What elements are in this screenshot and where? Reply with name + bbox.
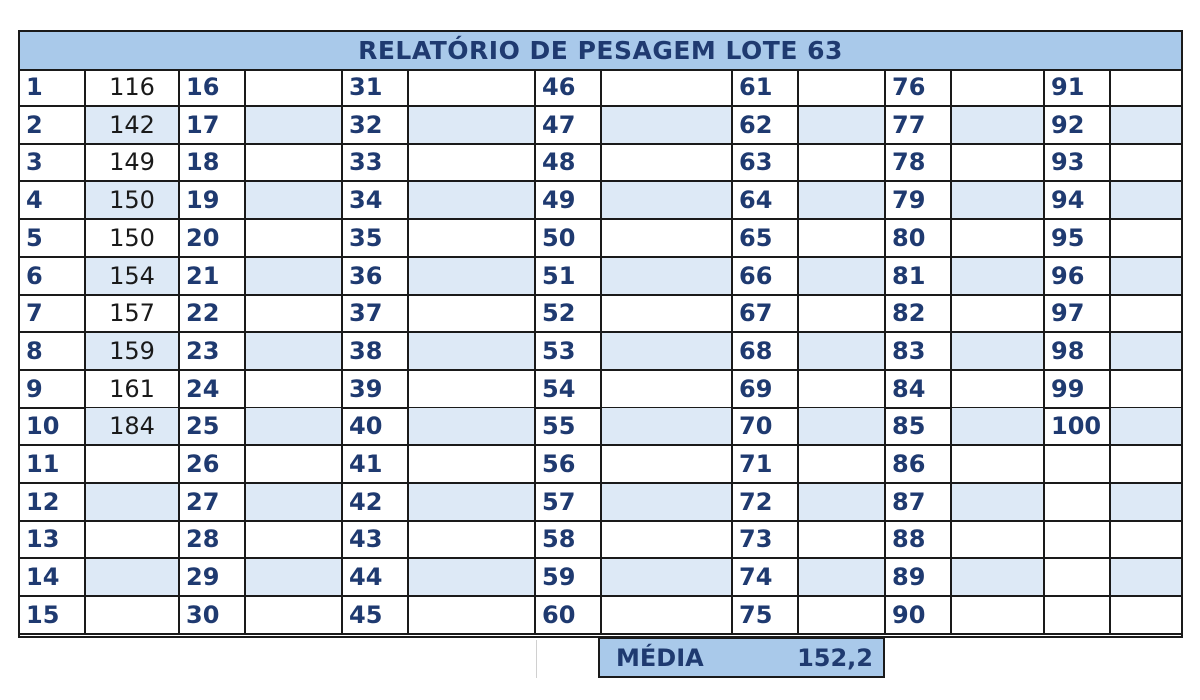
row-number-cell: 8: [20, 333, 86, 371]
row-number-cell: 15: [20, 597, 86, 635]
row-number-cell: 4: [20, 182, 86, 220]
weight-value-cell: [246, 559, 343, 597]
row-number-cell: 70: [733, 408, 799, 446]
row-number-cell: 88: [886, 521, 952, 559]
weight-value-cell: [952, 220, 1045, 258]
weight-value-cell: [602, 69, 733, 107]
weight-value-cell: 150: [86, 182, 180, 220]
weight-value-cell: [952, 258, 1045, 296]
row-number-cell: 49: [536, 182, 602, 220]
row-number-cell: 3: [20, 144, 86, 182]
row-number-cell: 58: [536, 521, 602, 559]
weight-value-cell: [246, 258, 343, 296]
weight-value-cell: [602, 258, 733, 296]
weight-value-cell: [952, 597, 1045, 635]
row-number-cell: 75: [733, 597, 799, 635]
weight-value-cell: 116: [86, 69, 180, 107]
row-number-cell: 64: [733, 182, 799, 220]
row-number-cell: 18: [180, 144, 246, 182]
weight-value-cell: 150: [86, 220, 180, 258]
weight-value-cell: [602, 107, 733, 145]
row-number-cell: 60: [536, 597, 602, 635]
row-number-cell: 12: [20, 484, 86, 522]
row-number-cell: 39: [343, 371, 409, 409]
weight-value-cell: [246, 295, 343, 333]
row-number-cell: 40: [343, 408, 409, 446]
row-number-cell: [1045, 484, 1111, 522]
row-number-cell: 90: [886, 597, 952, 635]
row-number-cell: 93: [1045, 144, 1111, 182]
row-number-cell: 16: [180, 69, 246, 107]
row-number-cell: 7: [20, 295, 86, 333]
row-number-cell: 81: [886, 258, 952, 296]
weight-value-cell: [246, 107, 343, 145]
weight-value-cell: 157: [86, 295, 180, 333]
weight-value-cell: [799, 258, 886, 296]
weight-value-cell: [952, 107, 1045, 145]
weight-value-cell: [799, 408, 886, 446]
weight-value-cell: [409, 295, 536, 333]
row-number-cell: 2: [20, 107, 86, 145]
weight-value-cell: [952, 484, 1045, 522]
weight-value-cell: [1111, 559, 1181, 597]
average-box: [598, 637, 885, 678]
row-number-cell: 6: [20, 258, 86, 296]
row-number-cell: 83: [886, 333, 952, 371]
report-title: RELATÓRIO DE PESAGEM LOTE 63: [20, 32, 1181, 71]
weight-value-cell: [409, 258, 536, 296]
row-number-cell: 10: [20, 408, 86, 446]
row-number-cell: 76: [886, 69, 952, 107]
row-number-cell: 36: [343, 258, 409, 296]
row-number-cell: 97: [1045, 295, 1111, 333]
weight-value-cell: 149: [86, 144, 180, 182]
row-number-cell: 99: [1045, 371, 1111, 409]
weight-value-cell: [602, 597, 733, 635]
weight-value-cell: [952, 295, 1045, 333]
weight-value-cell: [86, 521, 180, 559]
weight-value-cell: [86, 446, 180, 484]
row-number-cell: 57: [536, 484, 602, 522]
row-number-cell: 92: [1045, 107, 1111, 145]
row-number-cell: 55: [536, 408, 602, 446]
row-number-cell: 21: [180, 258, 246, 296]
weight-value-cell: [602, 144, 733, 182]
weight-value-cell: 159: [86, 333, 180, 371]
row-number-cell: 62: [733, 107, 799, 145]
row-number-cell: 5: [20, 220, 86, 258]
weight-value-cell: [799, 220, 886, 258]
row-number-cell: 34: [343, 182, 409, 220]
row-number-cell: 27: [180, 484, 246, 522]
weight-value-cell: [246, 333, 343, 371]
row-number-cell: 72: [733, 484, 799, 522]
weight-value-cell: [602, 408, 733, 446]
row-number-cell: [1045, 446, 1111, 484]
weight-value-cell: [799, 69, 886, 107]
weight-value-cell: [409, 107, 536, 145]
row-number-cell: 56: [536, 446, 602, 484]
weight-value-cell: [246, 144, 343, 182]
weight-value-cell: [1111, 521, 1181, 559]
weight-value-cell: [799, 333, 886, 371]
weight-value-cell: [1111, 258, 1181, 296]
average-label: MÉDIA: [616, 643, 704, 672]
weight-value-cell: [409, 182, 536, 220]
weight-value-cell: 161: [86, 371, 180, 409]
weight-value-cell: [799, 182, 886, 220]
weight-value-cell: [409, 408, 536, 446]
row-number-cell: 20: [180, 220, 246, 258]
weight-value-cell: [602, 446, 733, 484]
weight-value-cell: [86, 559, 180, 597]
row-number-cell: 29: [180, 559, 246, 597]
row-number-cell: 24: [180, 371, 246, 409]
weight-value-cell: [799, 559, 886, 597]
row-number-cell: 78: [886, 144, 952, 182]
weight-value-cell: [409, 220, 536, 258]
row-number-cell: 19: [180, 182, 246, 220]
weight-value-cell: [409, 144, 536, 182]
weight-value-cell: [1111, 408, 1181, 446]
weight-value-cell: [799, 371, 886, 409]
row-number-cell: 87: [886, 484, 952, 522]
row-number-cell: 73: [733, 521, 799, 559]
weight-value-cell: [602, 220, 733, 258]
weight-value-cell: [952, 333, 1045, 371]
row-number-cell: 22: [180, 295, 246, 333]
row-number-cell: 46: [536, 69, 602, 107]
row-number-cell: 86: [886, 446, 952, 484]
row-number-cell: 98: [1045, 333, 1111, 371]
row-number-cell: 69: [733, 371, 799, 409]
weight-value-cell: [952, 144, 1045, 182]
row-number-cell: 52: [536, 295, 602, 333]
weight-value-cell: [246, 371, 343, 409]
weight-value-cell: [1111, 484, 1181, 522]
weight-value-cell: [246, 220, 343, 258]
weight-value-cell: [1111, 371, 1181, 409]
row-number-cell: 96: [1045, 258, 1111, 296]
row-number-cell: 66: [733, 258, 799, 296]
weight-value-cell: [86, 597, 180, 635]
row-number-cell: 51: [536, 258, 602, 296]
row-number-cell: 63: [733, 144, 799, 182]
weight-value-cell: [1111, 69, 1181, 107]
weights-grid: [20, 69, 1181, 636]
weighing-report-table: [18, 30, 1183, 638]
weight-value-cell: [1111, 597, 1181, 635]
weight-value-cell: [246, 69, 343, 107]
weight-value-cell: 154: [86, 258, 180, 296]
row-number-cell: 48: [536, 144, 602, 182]
row-number-cell: 71: [733, 446, 799, 484]
weight-value-cell: [409, 371, 536, 409]
weight-value-cell: [952, 371, 1045, 409]
row-number-cell: 100: [1045, 408, 1111, 446]
weight-value-cell: [246, 446, 343, 484]
weight-value-cell: [409, 333, 536, 371]
weight-value-cell: [409, 69, 536, 107]
row-number-cell: 43: [343, 521, 409, 559]
weight-value-cell: [952, 69, 1045, 107]
weight-value-cell: [1111, 182, 1181, 220]
weight-value-cell: [1111, 107, 1181, 145]
weight-value-cell: [799, 521, 886, 559]
weight-value-cell: [952, 182, 1045, 220]
row-number-cell: 67: [733, 295, 799, 333]
weight-value-cell: [1111, 333, 1181, 371]
row-number-cell: 95: [1045, 220, 1111, 258]
weight-value-cell: [409, 521, 536, 559]
weight-value-cell: [246, 521, 343, 559]
weight-value-cell: [602, 295, 733, 333]
weight-value-cell: [409, 484, 536, 522]
weight-value-cell: [1111, 220, 1181, 258]
weight-value-cell: [1111, 144, 1181, 182]
row-number-cell: 37: [343, 295, 409, 333]
weight-value-cell: [246, 182, 343, 220]
row-number-cell: 30: [180, 597, 246, 635]
row-number-cell: [1045, 559, 1111, 597]
weight-value-cell: [799, 597, 886, 635]
row-number-cell: 31: [343, 69, 409, 107]
weight-value-cell: [799, 484, 886, 522]
row-number-cell: 54: [536, 371, 602, 409]
row-number-cell: 17: [180, 107, 246, 145]
row-number-cell: 74: [733, 559, 799, 597]
row-number-cell: 25: [180, 408, 246, 446]
weight-value-cell: 184: [86, 408, 180, 446]
weight-value-cell: [602, 484, 733, 522]
weight-value-cell: [246, 597, 343, 635]
row-number-cell: 79: [886, 182, 952, 220]
row-number-cell: 42: [343, 484, 409, 522]
row-number-cell: 45: [343, 597, 409, 635]
row-number-cell: 50: [536, 220, 602, 258]
sheet-gridline: [536, 640, 537, 678]
row-number-cell: 89: [886, 559, 952, 597]
row-number-cell: 14: [20, 559, 86, 597]
weight-value-cell: [952, 559, 1045, 597]
row-number-cell: 85: [886, 408, 952, 446]
row-number-cell: 68: [733, 333, 799, 371]
weight-value-cell: [799, 107, 886, 145]
row-number-cell: 33: [343, 144, 409, 182]
row-number-cell: 1: [20, 69, 86, 107]
weight-value-cell: [409, 446, 536, 484]
row-number-cell: 65: [733, 220, 799, 258]
weight-value-cell: [799, 446, 886, 484]
row-number-cell: 38: [343, 333, 409, 371]
row-number-cell: 35: [343, 220, 409, 258]
row-number-cell: 11: [20, 446, 86, 484]
row-number-cell: 32: [343, 107, 409, 145]
weight-value-cell: [602, 559, 733, 597]
weight-value-cell: [86, 484, 180, 522]
weight-value-cell: [246, 484, 343, 522]
row-number-cell: 91: [1045, 69, 1111, 107]
weight-value-cell: [409, 597, 536, 635]
row-number-cell: 9: [20, 371, 86, 409]
row-number-cell: 80: [886, 220, 952, 258]
weight-value-cell: [1111, 446, 1181, 484]
weight-value-cell: [799, 295, 886, 333]
row-number-cell: 59: [536, 559, 602, 597]
row-number-cell: 13: [20, 521, 86, 559]
weight-value-cell: [799, 144, 886, 182]
row-number-cell: 44: [343, 559, 409, 597]
weight-value-cell: 142: [86, 107, 180, 145]
row-number-cell: [1045, 521, 1111, 559]
row-number-cell: 53: [536, 333, 602, 371]
row-number-cell: 28: [180, 521, 246, 559]
row-number-cell: 26: [180, 446, 246, 484]
weight-value-cell: [602, 371, 733, 409]
row-number-cell: 23: [180, 333, 246, 371]
weight-value-cell: [952, 446, 1045, 484]
row-number-cell: 41: [343, 446, 409, 484]
weight-value-cell: [602, 182, 733, 220]
weight-value-cell: [409, 559, 536, 597]
row-number-cell: 47: [536, 107, 602, 145]
row-number-cell: 84: [886, 371, 952, 409]
row-number-cell: 94: [1045, 182, 1111, 220]
row-number-cell: 77: [886, 107, 952, 145]
average-value: 152,2: [797, 643, 873, 672]
weight-value-cell: [952, 521, 1045, 559]
weight-value-cell: [1111, 295, 1181, 333]
row-number-cell: [1045, 597, 1111, 635]
weight-value-cell: [602, 333, 733, 371]
weight-value-cell: [952, 408, 1045, 446]
weight-value-cell: [246, 408, 343, 446]
row-number-cell: 82: [886, 295, 952, 333]
weight-value-cell: [602, 521, 733, 559]
row-number-cell: 61: [733, 69, 799, 107]
